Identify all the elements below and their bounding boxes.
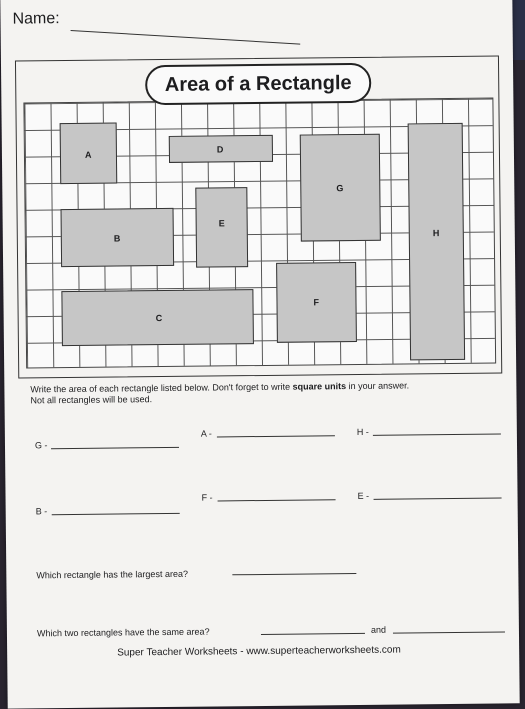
name-label: Name: xyxy=(12,10,60,28)
rectangle-e-label: E xyxy=(218,218,225,229)
instructions-bold: square units xyxy=(292,381,347,392)
worksheet-title xyxy=(145,63,371,105)
answer-label-b: B - xyxy=(35,506,48,517)
rectangle-f-label: F xyxy=(313,297,320,308)
rectangle-b xyxy=(61,208,175,267)
and-label: and xyxy=(370,624,387,635)
rectangle-g-label: G xyxy=(336,183,344,194)
answer-line-e[interactable] xyxy=(374,497,502,499)
rectangle-d xyxy=(169,135,273,163)
answer-line-same-second[interactable] xyxy=(393,631,505,633)
rectangle-h xyxy=(408,123,465,361)
instructions-line2: Not all rectangles will be used. xyxy=(30,394,153,406)
footer-credit: Super Teacher Worksheets - www.superteacherworksheets.com xyxy=(117,644,401,659)
question-same-area: Which two rectangles have the same area? xyxy=(36,626,210,639)
question-largest-area: Which rectangle has the largest area? xyxy=(36,568,188,581)
instructions-part1: Write the area of each rectangle listed below. Don't forget to write xyxy=(30,381,293,395)
rectangle-c xyxy=(61,289,254,346)
answer-label-a: A - xyxy=(200,428,212,439)
rectangle-e xyxy=(195,187,248,268)
rectangle-f xyxy=(276,262,357,343)
answer-line-f[interactable] xyxy=(218,499,336,501)
answer-label-h: H - xyxy=(356,426,369,437)
rectangle-b-label: B xyxy=(113,233,121,244)
rectangle-d-label: D xyxy=(216,144,224,155)
instructions-part2: in your answer. xyxy=(346,380,410,392)
rectangle-grid xyxy=(23,98,496,369)
answer-label-f: F - xyxy=(201,492,213,503)
rectangle-a xyxy=(60,122,118,184)
answer-line-b[interactable] xyxy=(52,513,180,515)
answer-line-g[interactable] xyxy=(51,447,179,449)
instructions xyxy=(30,379,500,406)
answer-line-same-first[interactable] xyxy=(261,633,365,635)
answer-label-e: E - xyxy=(357,490,370,501)
name-line xyxy=(71,30,301,45)
answer-line-a[interactable] xyxy=(217,435,335,437)
rectangle-c-label: C xyxy=(155,313,163,324)
answer-label-g: G - xyxy=(34,440,48,451)
rectangle-h-label: H xyxy=(432,228,440,239)
worksheet-title-text: Area of a Rectangle xyxy=(164,71,352,96)
answer-line-h[interactable] xyxy=(373,433,501,435)
rectangle-a-label: A xyxy=(84,149,92,160)
answer-line-largest[interactable] xyxy=(232,573,356,575)
rectangle-g xyxy=(300,134,381,242)
